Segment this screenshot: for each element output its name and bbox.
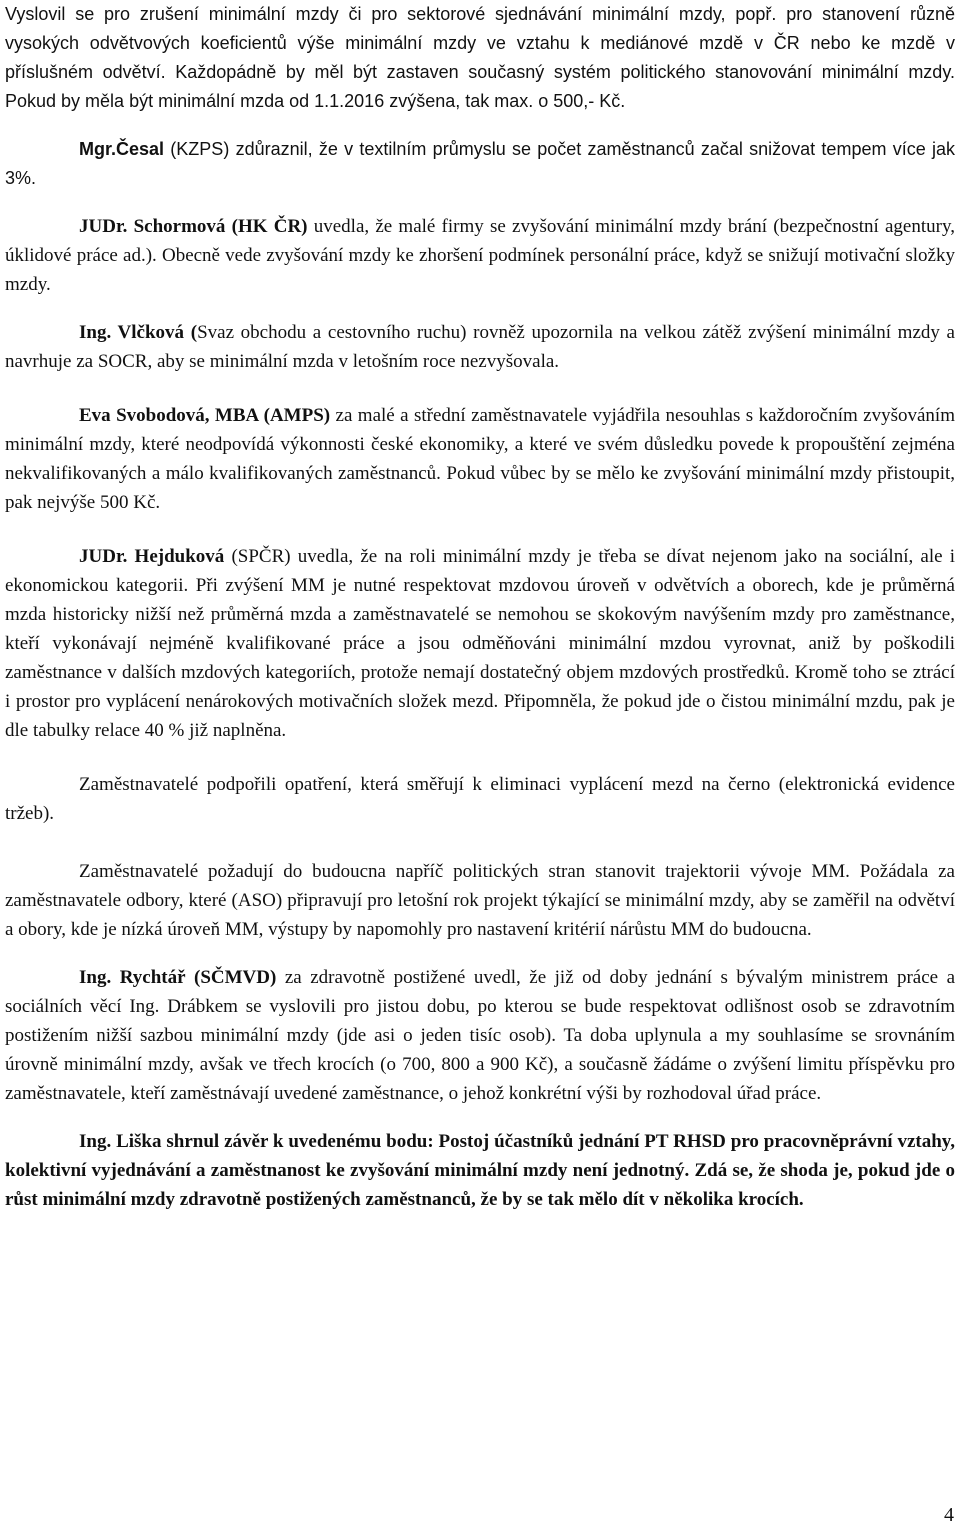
paragraph-hejdukova <box>5 542 955 745</box>
speaker-name: Mgr.Česal <box>79 139 165 159</box>
paragraph-svobodova <box>5 401 955 517</box>
paragraph-text: Zaměstnavatelé podpořili opatření, která směřují k eliminaci vyplácení mezd na černo (elektronická evidence tržeb). <box>5 774 955 824</box>
speaker-name: Eva Svobodová, MBA (AMPS) <box>79 405 331 426</box>
paragraph-text: Svaz obchodu a cestovního ruchu) rovněž upozornila na velkou zátěž zvýšení minimální mzdy a navrhuje za SOCR, aby se minimální mzda v letošním roce nezvyšovala. <box>5 322 955 372</box>
paragraph-text: (SPČR) uvedla, že na roli minimální mzdy je třeba se dívat nejenom jako na sociální, ale i ekonomickou kategorii. Při zvýšení MM je nutné respektovat mzdovou úroveň v odvětvích a oborech, kde je průměrná mzda historicky nižší než průměrná mzda a zaměstnavatelé se nemohou se skokovým navýšením mzdy pro zaměstnance, kteří vykonávají nejméně kvalifikované práce a jsou odměňováni minimální mzdou vyrovnat, aniž by poškodili zaměstnance v dalších mzdových kategoriích, protože nemají dostatečný objem mzdových prostředků. Kromě toho se ztrácí i prostor pro vyplácení nenárokových motivačních složek mezd. Připomněla, že pokud jde o čistou minimální mzdu, pak je dle tabulky relace 40 % již naplněna. <box>5 546 956 741</box>
paragraph-text: Vyslovil se pro zrušení minimální mzdy či pro sektorové sjednávání minimální mzdy, popř. pro stanovení různě vysokých odvětvových koeficientů výše minimální mzdy ve vztahu k mediánové mzdě v ČR nebo ke mzdě v příslušném odvětví. Každopádně by měl být zastaven současný systém politického stanovování minimální mzdy. Pokud by měla být minimální mzda od 1.1.2016 zvýšena, tak max. o 500,- Kč. <box>5 4 955 111</box>
paragraph-text: za malé a střední zaměstnavatele vyjádřila nesouhlas s každoročním zvyšováním minimální mzdy, které neodpovídá výkonnosti české ekonomiky, a které ve svém důsledku povede k propouštění zejména nekvalifikovaných a málo kvalifikovaných zaměstnanců. Pokud vůbec by se mělo ke zvyšování minimální mzdy přistoupit, pak nejvýše 500 Kč. <box>5 405 955 513</box>
paragraph-schormova <box>5 212 955 299</box>
speaker-name: Ing. Rychtář (SČMVD) <box>79 967 277 988</box>
paragraph-employers-support <box>5 770 955 828</box>
speaker-name: JUDr. Schormová (HK ČR) <box>79 216 308 237</box>
paragraph-cesal <box>5 135 955 193</box>
paragraph-text: shrnul závěr k uvedenému bodu: Postoj účastníků jednání PT RHSD pro pracovněprávní vztahy, kolektivní vyjednávání a zaměstnanost ke zvyšování minimální mzdy není jednotný. Zdá se, že shoda je, pokud jde o růst minimální mzdy zdravotně postižených zaměstnanců, že by se tak mělo dít v několika krocích. <box>5 1131 955 1210</box>
speaker-name: Ing. Liška <box>79 1131 162 1152</box>
paragraph-employers-demand <box>5 857 955 944</box>
paragraph-text: Zaměstnavatelé požadují do budoucna napříč politických stran stanovit trajektorii vývoje MM. Požádala za zaměstnavatele odbory, které (ASO) připravují pro letošní rok projekt týkající se minimální mzdy, aby se zaměřil na odvětví a obory, kde je nízká úroveň MM, výstupy by napomohly pro nastavení kritérií nárůstu MM do budoucna. <box>5 861 955 940</box>
speaker-name: Ing. Vlčková ( <box>79 322 198 343</box>
document-page <box>5 0 955 1214</box>
paragraph-liska-summary <box>5 1127 955 1214</box>
paragraph-text: uvedla, že malé firmy se zvyšování minimální mzdy brání (bezpečnostní agentury, úklidové práce ad.). Obecně vede zvyšování mzdy ke zhoršení podmínek personální práce, když se snižují motivační složky mzdy. <box>5 216 955 295</box>
paragraph-minimum-wage-proposal <box>5 0 955 116</box>
paragraph-rychtar <box>5 963 955 1108</box>
page-number: 4 <box>944 1504 954 1526</box>
paragraph-vlckova <box>5 318 955 376</box>
speaker-name: JUDr. Hejduková <box>79 546 225 567</box>
paragraph-text: za zdravotně postižené uvedl, že již od doby jednání s bývalým ministrem práce a sociálních věcí Ing. Drábkem se vyslovili pro jistou dobu, po kterou se bude respektovat odlišnost osob se zdravotním postižením nižší sazbou minimální mzdy (jde asi o jeden tisíc osob). Ta doba uplynula a my souhlasíme se srovnáním úrovně minimální mzdy, avšak ve třech krocích (o 700, 800 a 900 Kč), a současně žádáme o zvýšení limitu příspěvku pro zaměstnavatele, kteří zaměstnávají uvedené zaměstnance, o jehož konkrétní výši by rozhodoval úřad práce. <box>5 967 956 1104</box>
paragraph-text: (KZPS) zdůraznil, že v textilním průmyslu se počet zaměstnanců začal snižovat tempem více jak 3%. <box>5 139 955 188</box>
